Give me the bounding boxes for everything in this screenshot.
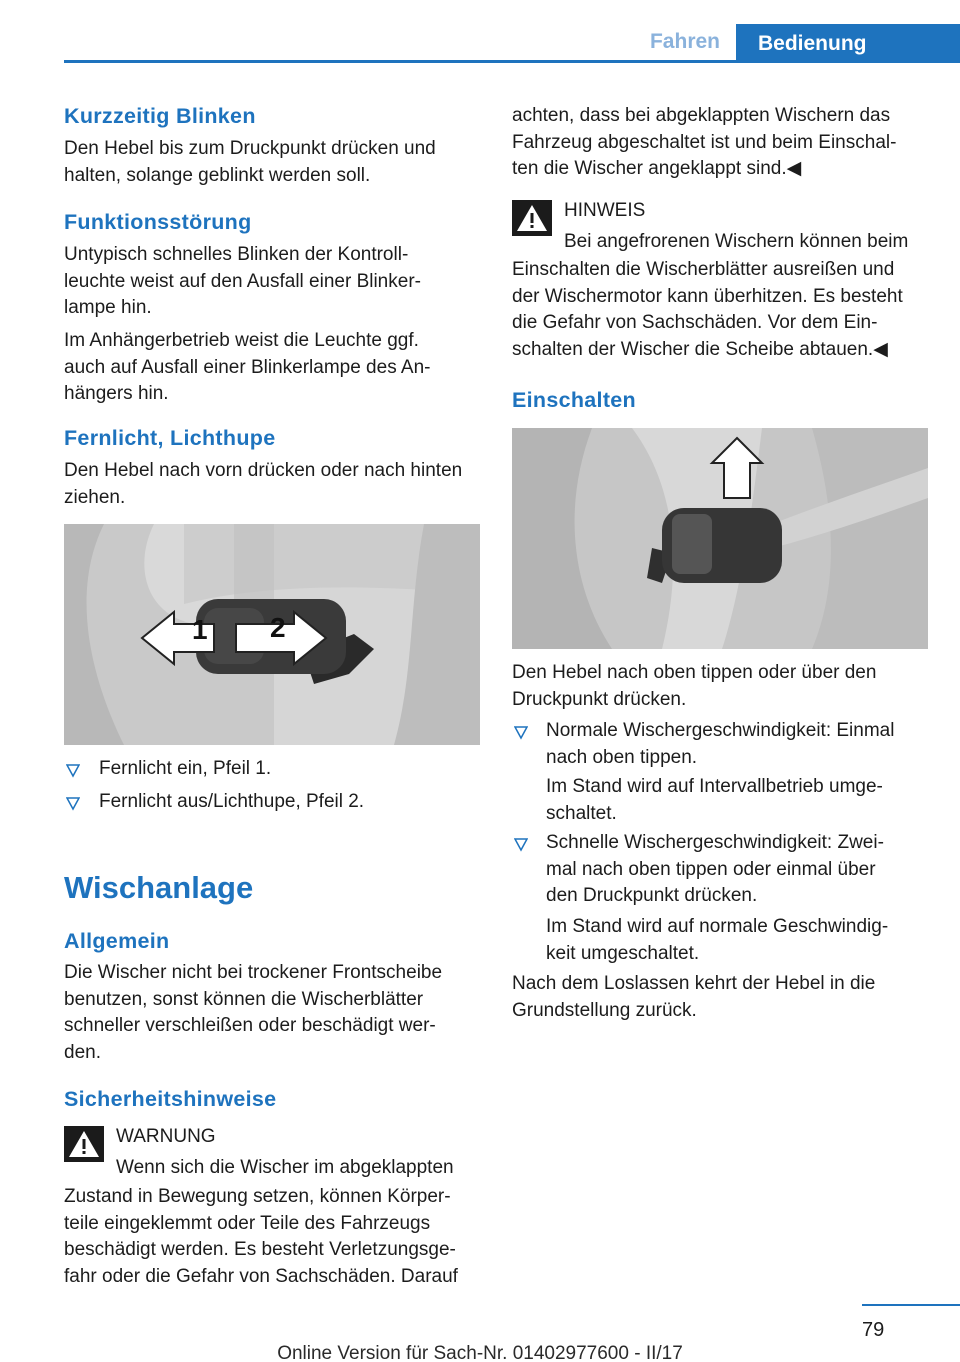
warning-icon <box>512 200 552 236</box>
hinweis-text-first: Bei angefrorenen Wischern können beim <box>564 231 909 252</box>
bullet-normale-geschwindigkeit: Normale Wischergeschwindigkeit: Einmal nach oben tippen. <box>546 720 895 768</box>
figure-label-1: 1 <box>192 614 208 645</box>
figure-wischer-lever <box>512 428 928 649</box>
warning-text-first: Wenn sich die Wischer im abgeklappten <box>116 1157 454 1178</box>
bullet-schnelle-geschwindigkeit: Schnelle Wischergeschwindigkeit: Zwei‐ mal nach oben tippen oder einmal über den Druckpunkt drücken. <box>546 832 884 906</box>
figure-label-2: 2 <box>270 612 286 643</box>
hinweis-text: Einschalten die Wischerblätter ausreißen und der Wischermotor kann überhitzen. Es besteht die Gefahr von Sachschäden. Vor dem Ein‐ schalten der Wischer die Scheibe abtauen.◀ <box>512 259 903 360</box>
page-number: 79 <box>862 1319 885 1341</box>
bullet-triangle-icon <box>66 764 80 778</box>
figure-fernlicht-lever <box>64 524 480 745</box>
heading-einschalten: Einschalten <box>512 388 636 412</box>
text-kurzzeitig-blinken: Den Hebel bis zum Druckpunkt drücken und halten, solange geblinkt werden soll. <box>64 138 436 186</box>
warning-label: WARNUNG <box>116 1126 216 1147</box>
heading-sicherheitshinweise: Sicherheitshinweise <box>64 1087 277 1111</box>
warning-text: Zustand in Bewegung setzen, können Körper‐ teile eingeklemmt oder Teile des Fahrzeugs beschädigt werden. Es besteht Verletzungsge‐ fahr oder die Gefahr von Sachschäden. Darauf <box>64 1186 458 1287</box>
tab-fahren[interactable]: Fahren <box>634 24 736 60</box>
heading-fernlicht: Fernlicht, Lichthupe <box>64 426 276 450</box>
hinweis-label: HINWEIS <box>564 200 646 221</box>
bullet-triangle-icon <box>66 797 80 811</box>
text-funktionsstoerung-2: Im Anhängerbetrieb weist die Leuchte ggf. auch auf Ausfall einer Blinkerlampe des An‐ hängers hin. <box>64 330 431 404</box>
heading-kurzzeitig-blinken: Kurzzeitig Blinken <box>64 104 256 128</box>
wiper-lever-illustration <box>512 428 928 649</box>
bullet-triangle-icon <box>514 726 528 740</box>
text-grundstellung: Nach dem Loslassen kehrt der Hebel in die Grundstellung zurück. <box>512 973 876 1021</box>
header-rule <box>64 60 960 63</box>
heading-wischanlage: Wischanlage <box>64 870 254 905</box>
bullet-triangle-icon <box>514 838 528 852</box>
bullet-fernlicht-ein: Fernlicht ein, Pfeil 1. <box>99 758 272 779</box>
text-fernlicht: Den Hebel nach vorn drücken oder nach hinten ziehen. <box>64 460 463 508</box>
text-einschalten: Den Hebel nach oben tippen oder über den Druckpunkt drücken. <box>512 662 877 710</box>
heading-funktionsstoerung: Funktionsstörung <box>64 210 252 234</box>
text-funktionsstoerung-1: Untypisch schnelles Blinken der Kontroll‐ leuchte weist auf den Ausfall einer Blinker‐ lampe hin. <box>64 244 421 318</box>
heading-allgemein: Allgemein <box>64 929 170 953</box>
bullet-schnelle-geschwindigkeit-sub: Im Stand wird auf normale Geschwindig‐ keit umgeschaltet. <box>546 916 889 964</box>
tab-bedienung[interactable]: Bedienung <box>736 24 960 63</box>
footer-rule <box>862 1304 960 1306</box>
warning-icon <box>64 1126 104 1162</box>
bullet-fernlicht-aus: Fernlicht aus/Lichthupe, Pfeil 2. <box>99 791 365 812</box>
text-allgemein: Die Wischer nicht bei trockener Frontscheibe benutzen, sonst können die Wischerblätter schneller verschleißen oder beschädigt wer‐ den. <box>64 962 443 1063</box>
bullet-normale-geschwindigkeit-sub: Im Stand wird auf Intervallbetrieb umge‐ schaltet. <box>546 776 883 824</box>
warning-text-continued: achten, dass bei abgeklappten Wischern das Fahrzeug abgeschaltet ist und beim Einschal‐ ten die Wischer angeklappt sind.◀ <box>512 105 897 179</box>
footer-online-version: Online Version für Sach-Nr. 01402977600 - II/17 <box>277 1343 683 1362</box>
